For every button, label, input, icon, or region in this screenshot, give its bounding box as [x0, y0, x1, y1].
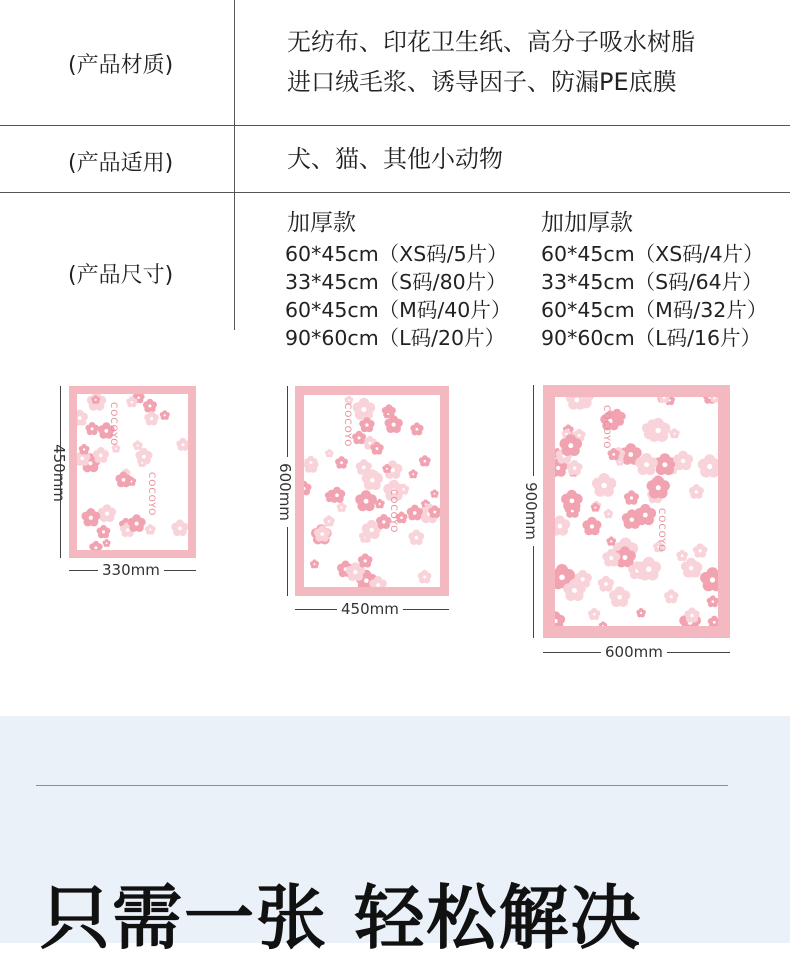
size-item: 90*60cm（L码/20片） — [285, 324, 505, 352]
suitable-value: 犬、猫、其他小动物 — [287, 140, 503, 178]
blossom-icon — [103, 539, 111, 547]
flower-pattern — [304, 395, 440, 587]
blossom-icon — [418, 570, 432, 584]
blossom-icon — [352, 431, 366, 445]
blossom-icon — [89, 541, 102, 550]
headline: 只需一张 轻松解决 — [40, 862, 642, 963]
brand-text: COCOYO — [342, 403, 352, 447]
blossom-icon — [707, 595, 718, 607]
blossom-icon — [335, 456, 348, 469]
blossom-icon — [599, 621, 607, 626]
pad-medium-width-label: 450mm — [337, 600, 403, 618]
blossom-icon — [430, 489, 438, 497]
flower-pattern — [555, 397, 718, 626]
blossom-icon — [624, 490, 639, 505]
blossom-icon — [634, 504, 656, 525]
size-item: 33*45cm（S码/64片） — [541, 268, 763, 296]
blossom-icon — [82, 508, 101, 526]
blossom-icon — [407, 505, 423, 521]
blossom-icon — [669, 428, 680, 438]
spec-table — [0, 0, 790, 345]
blossom-icon — [85, 422, 98, 435]
size-label: (产品尺寸) — [68, 258, 173, 289]
material-line-2: 进口绒毛浆、诱导因子、防漏PE底膜 — [287, 63, 677, 101]
brand-text: COCOYO — [656, 508, 666, 552]
blossom-icon — [355, 490, 377, 511]
blossom-icon — [647, 476, 670, 499]
pad-small-height-label: 450mm — [50, 438, 68, 508]
extra-thick-title: 加加厚款 — [541, 204, 633, 237]
blossom-icon — [98, 504, 116, 522]
size-item: 60*45cm（XS码/5片） — [285, 240, 508, 268]
blossom-icon — [689, 484, 704, 499]
blossom-icon — [609, 586, 630, 607]
blossom-icon — [143, 399, 157, 413]
blossom-icon — [408, 530, 424, 546]
blossom-icon — [598, 576, 614, 592]
blossom-icon — [664, 589, 679, 603]
flower-pattern — [77, 394, 188, 550]
thick-title: 加厚款 — [287, 204, 356, 237]
size-item: 33*45cm（S码/80片） — [285, 268, 507, 296]
blossom-icon — [693, 543, 708, 557]
blossom-icon — [144, 411, 159, 425]
blossom-icon — [314, 525, 331, 541]
brand-text: COCOYO — [601, 405, 611, 449]
blossom-icon — [329, 487, 346, 503]
blossom-icon — [637, 557, 661, 581]
blossom-icon — [698, 454, 718, 477]
size-item: 60*45cm（M码/32片） — [541, 296, 767, 324]
blossom-icon — [700, 567, 718, 591]
blossom-icon — [555, 515, 570, 535]
blossom-icon — [409, 469, 418, 478]
blossom-icon — [337, 502, 347, 512]
blossom-icon — [93, 447, 109, 463]
brand-text: COCOYO — [146, 472, 156, 516]
suitable-label: (产品适用) — [68, 146, 173, 177]
blossom-icon — [582, 517, 601, 536]
blossom-icon — [77, 410, 88, 426]
blossom-icon — [684, 608, 699, 623]
pad-medium-height-label: 600mm — [276, 457, 294, 527]
blossom-icon — [310, 559, 319, 568]
blossom-icon — [604, 509, 614, 518]
size-item: 60*45cm（M码/40片） — [285, 296, 511, 324]
material-line-1: 无纺布、印花卫生纸、高分子吸水树脂 — [287, 23, 695, 61]
bottom-banner — [0, 716, 790, 943]
blossom-icon — [353, 398, 376, 420]
blossom-icon — [676, 550, 688, 561]
section-divider — [36, 785, 728, 786]
blossom-icon — [555, 611, 565, 626]
blossom-icon — [97, 525, 111, 538]
blossom-icon — [708, 616, 718, 626]
pad-print-area — [304, 395, 440, 587]
blossom-icon — [325, 449, 333, 457]
blossom-icon — [304, 456, 317, 469]
pad-large-width-label: 600mm — [601, 643, 667, 661]
blossom-icon — [419, 455, 431, 466]
blossom-icon — [636, 608, 646, 617]
blossom-icon — [588, 608, 600, 620]
blossom-icon — [304, 481, 312, 496]
blossom-icon — [358, 553, 373, 567]
pad-small-width-label: 330mm — [98, 561, 164, 579]
table-row-divider — [0, 192, 790, 193]
pad-print-area — [77, 394, 188, 550]
blossom-icon — [128, 514, 146, 532]
blossom-icon — [176, 438, 188, 451]
pad-print-area — [555, 397, 718, 626]
blossom-icon — [561, 490, 583, 511]
brand-text: COCOYO — [108, 402, 118, 446]
brand-text: COCOYO — [388, 489, 398, 533]
blossom-icon — [592, 473, 616, 497]
blossom-icon — [160, 410, 170, 420]
material-label: (产品材质) — [68, 48, 173, 79]
blossom-icon — [133, 440, 143, 450]
blossom-icon — [171, 520, 188, 537]
blossom-icon — [323, 515, 335, 526]
size-item: 90*60cm（L码/16片） — [541, 324, 761, 352]
size-item: 60*45cm（XS码/4片） — [541, 240, 764, 268]
blossom-icon — [145, 524, 156, 535]
pad-large-height-label: 900mm — [522, 476, 540, 546]
blossom-icon — [606, 536, 616, 545]
blossom-icon — [673, 451, 693, 471]
blossom-icon — [79, 444, 90, 455]
blossom-icon — [410, 422, 423, 435]
table-row-divider — [0, 125, 790, 126]
table-column-divider — [234, 0, 235, 330]
